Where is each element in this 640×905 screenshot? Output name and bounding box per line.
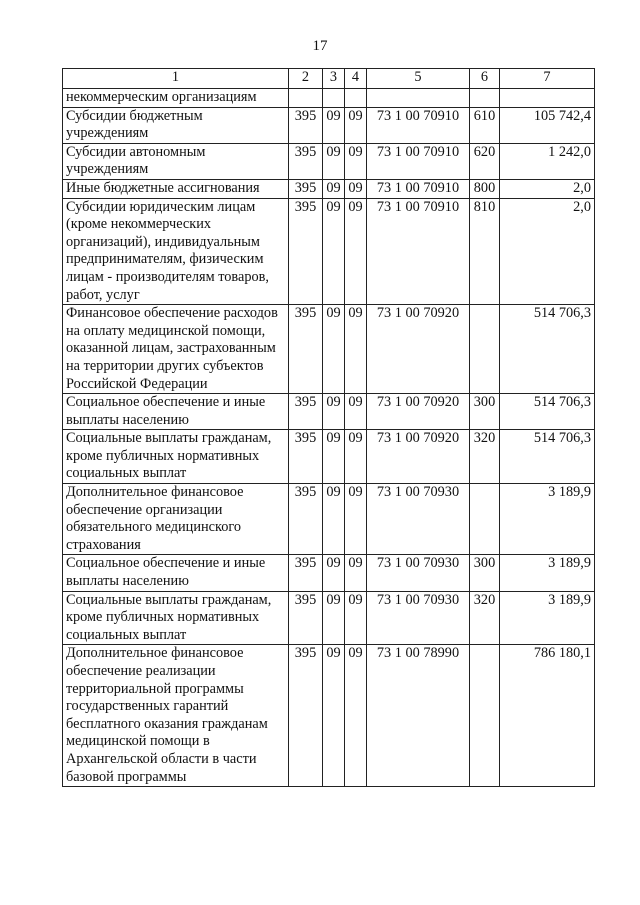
admin-code-cell: 395 xyxy=(289,430,323,484)
column-header: 2 xyxy=(289,69,323,89)
expense-type-cell: 620 xyxy=(470,143,500,179)
subsection-cell: 09 xyxy=(345,107,367,143)
expense-type-cell: 300 xyxy=(470,394,500,430)
amount-cell xyxy=(500,89,595,108)
amount-cell: 786 180,1 xyxy=(500,645,595,787)
amount-cell: 1 242,0 xyxy=(500,143,595,179)
column-header: 7 xyxy=(500,69,595,89)
amount-cell: 2,0 xyxy=(500,198,595,305)
target-article-cell: 73 1 00 70920 xyxy=(367,430,470,484)
table-row xyxy=(63,645,595,787)
item-name-cell: Дополнительное финансовое обеспечение реализации территориальной программы государственных гарантий бесплатного оказания гражданам медицинской помощи в Архангельской области в части базовой программы xyxy=(63,645,289,787)
admin-code-cell: 395 xyxy=(289,645,323,787)
target-article-cell: 73 1 00 70930 xyxy=(367,555,470,591)
target-article-cell: 73 1 00 70920 xyxy=(367,394,470,430)
expense-type-cell: 610 xyxy=(470,107,500,143)
section-cell: 09 xyxy=(323,305,345,394)
item-name-cell: Социальные выплаты гражданам, кроме публичных нормативных социальных выплат xyxy=(63,430,289,484)
target-article-cell: 73 1 00 70910 xyxy=(367,107,470,143)
item-name-cell: Субсидии бюджетным учреждениям xyxy=(63,107,289,143)
section-cell: 09 xyxy=(323,430,345,484)
admin-code-cell: 395 xyxy=(289,591,323,645)
item-name-cell: Дополнительное финансовое обеспечение организации обязательного медицинского страхования xyxy=(63,484,289,555)
table-row xyxy=(63,179,595,198)
target-article-cell: 73 1 00 78990 xyxy=(367,645,470,787)
admin-code-cell: 395 xyxy=(289,305,323,394)
subsection-cell: 09 xyxy=(345,143,367,179)
target-article-cell xyxy=(367,89,470,108)
table-row xyxy=(63,305,595,394)
section-cell: 09 xyxy=(323,143,345,179)
target-article-cell: 73 1 00 70930 xyxy=(367,484,470,555)
column-header: 4 xyxy=(345,69,367,89)
section-cell: 09 xyxy=(323,198,345,305)
admin-code-cell xyxy=(289,89,323,108)
section-cell: 09 xyxy=(323,107,345,143)
subsection-cell: 09 xyxy=(345,645,367,787)
table-row xyxy=(63,89,595,108)
table-row xyxy=(63,198,595,305)
section-cell: 09 xyxy=(323,484,345,555)
subsection-cell: 09 xyxy=(345,484,367,555)
admin-code-cell: 395 xyxy=(289,484,323,555)
expense-type-cell xyxy=(470,645,500,787)
page-number: 17 xyxy=(312,38,328,54)
section-cell: 09 xyxy=(323,591,345,645)
section-cell: 09 xyxy=(323,394,345,430)
item-name-cell: Социальное обеспечение и иные выплаты населению xyxy=(63,394,289,430)
subsection-cell: 09 xyxy=(345,430,367,484)
column-header: 6 xyxy=(470,69,500,89)
subsection-cell: 09 xyxy=(345,198,367,305)
expense-type-cell xyxy=(470,305,500,394)
section-cell: 09 xyxy=(323,555,345,591)
section-cell: 09 xyxy=(323,645,345,787)
column-header: 1 xyxy=(63,69,289,89)
section-cell xyxy=(323,89,345,108)
item-name-cell: Социальное обеспечение и иные выплаты населению xyxy=(63,555,289,591)
subsection-cell: 09 xyxy=(345,591,367,645)
subsection-cell: 09 xyxy=(345,179,367,198)
target-article-cell: 73 1 00 70920 xyxy=(367,305,470,394)
table-header-row xyxy=(63,69,595,89)
expense-type-cell: 810 xyxy=(470,198,500,305)
section-cell: 09 xyxy=(323,179,345,198)
admin-code-cell: 395 xyxy=(289,143,323,179)
amount-cell: 3 189,9 xyxy=(500,591,595,645)
table-row xyxy=(63,484,595,555)
table-row xyxy=(63,394,595,430)
table-row xyxy=(63,107,595,143)
target-article-cell: 73 1 00 70910 xyxy=(367,179,470,198)
amount-cell: 2,0 xyxy=(500,179,595,198)
amount-cell: 3 189,9 xyxy=(500,484,595,555)
item-name-cell: Финансовое обеспечение расходов на оплату медицинской помощи, оказанной лицам, застрахованным на территории других субъектов Российской Федерации xyxy=(63,305,289,394)
subsection-cell xyxy=(345,89,367,108)
subsection-cell: 09 xyxy=(345,394,367,430)
amount-cell: 3 189,9 xyxy=(500,555,595,591)
amount-cell: 105 742,4 xyxy=(500,107,595,143)
subsection-cell: 09 xyxy=(345,305,367,394)
table-row xyxy=(63,430,595,484)
item-name-cell: Субсидии автономным учреждениям xyxy=(63,143,289,179)
column-header: 5 xyxy=(367,69,470,89)
table-row xyxy=(63,555,595,591)
item-name-cell: некоммерческим организациям xyxy=(63,89,289,108)
target-article-cell: 73 1 00 70910 xyxy=(367,198,470,305)
expense-type-cell: 800 xyxy=(470,179,500,198)
admin-code-cell: 395 xyxy=(289,555,323,591)
item-name-cell: Субсидии юридическим лицам (кроме некоммерческих организаций), индивидуальным предпринимателям, физическим лицам - производителям товаров, работ, услуг xyxy=(63,198,289,305)
item-name-cell: Иные бюджетные ассигнования xyxy=(63,179,289,198)
admin-code-cell: 395 xyxy=(289,179,323,198)
target-article-cell: 73 1 00 70910 xyxy=(367,143,470,179)
admin-code-cell: 395 xyxy=(289,198,323,305)
admin-code-cell: 395 xyxy=(289,107,323,143)
item-name-cell: Социальные выплаты гражданам, кроме публичных нормативных социальных выплат xyxy=(63,591,289,645)
table-row xyxy=(63,591,595,645)
amount-cell: 514 706,3 xyxy=(500,305,595,394)
admin-code-cell: 395 xyxy=(289,394,323,430)
subsection-cell: 09 xyxy=(345,555,367,591)
expense-type-cell: 320 xyxy=(470,591,500,645)
amount-cell: 514 706,3 xyxy=(500,394,595,430)
column-header: 3 xyxy=(323,69,345,89)
table-row xyxy=(63,143,595,179)
target-article-cell: 73 1 00 70930 xyxy=(367,591,470,645)
expense-type-cell: 320 xyxy=(470,430,500,484)
amount-cell: 514 706,3 xyxy=(500,430,595,484)
expense-type-cell: 300 xyxy=(470,555,500,591)
expense-type-cell xyxy=(470,484,500,555)
budget-table xyxy=(62,68,595,787)
expense-type-cell xyxy=(470,89,500,108)
